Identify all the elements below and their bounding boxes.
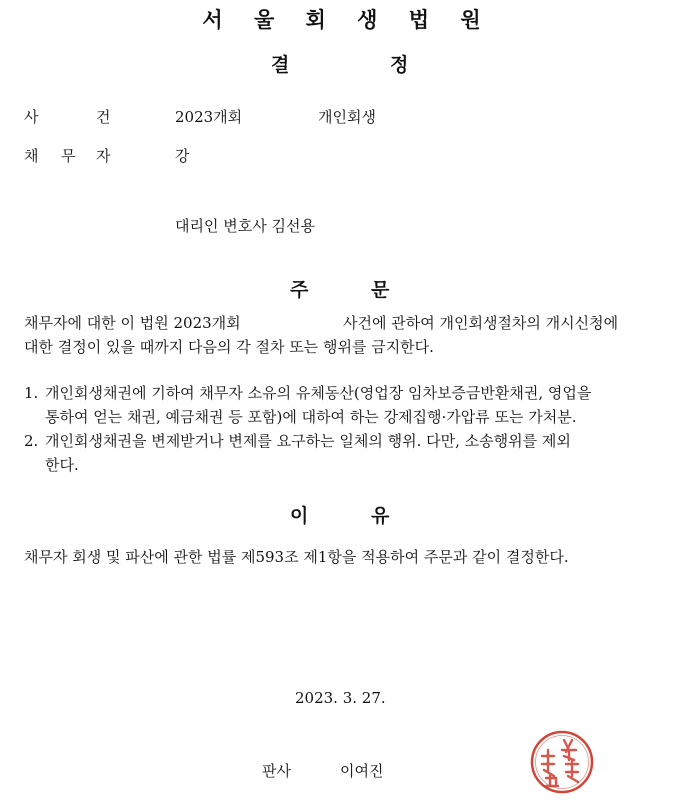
order-item-2-num: 2. — [24, 432, 39, 450]
order-item-1-num: 1. — [24, 384, 39, 402]
order-item-2-line1: 개인회생채권을 변제받거나 변제를 요구하는 일체의 행위. 다만, 소송행위를 제외 — [45, 432, 571, 450]
case-label-2: 건 — [96, 108, 111, 126]
debtor-label-3: 자 — [96, 147, 111, 165]
decision-date: 2023. 3. 27. — [295, 689, 386, 707]
order-intro-line2: 대한 결정이 있을 때까지 다음의 각 절차 또는 행위를 금지한다. — [24, 338, 434, 356]
order-heading-left: 주 — [290, 279, 309, 301]
reason-heading-left: 이 — [290, 505, 309, 527]
order-intro-line1a: 채무자에 대한 이 법원 2023개회 — [24, 314, 241, 332]
order-intro-line1b: 사건에 관하여 개인회생절차의 개시신청에 — [343, 314, 619, 332]
debtor-label-1: 채 — [24, 147, 39, 165]
judge-seal-icon — [528, 728, 596, 796]
debtor-agent: 대리인 변호사 김선용 — [175, 217, 315, 235]
judge-title: 판사 — [262, 762, 291, 780]
order-item-1-line2: 통하여 얻는 채권, 예금채권 등 포함)에 대하여 하는 강제집행·가압류 또는 가처분. — [45, 408, 577, 426]
case-label-1: 사 — [24, 108, 39, 126]
court-name: 서 울 회 생 법 원 — [202, 8, 493, 32]
judge-name: 이여진 — [340, 762, 384, 780]
doc-title-right: 정 — [390, 54, 409, 76]
case-number: 2023개회 — [175, 108, 243, 126]
order-heading-right: 문 — [371, 279, 390, 301]
debtor-label-2: 무 — [61, 147, 76, 165]
order-item-2-line2: 한다. — [45, 456, 79, 474]
case-name: 개인회생 — [318, 108, 376, 126]
order-item-1-line1: 개인회생채권에 기하여 채무자 소유의 유체동산(영업장 임차보증금반환채권, 영업을 — [45, 384, 592, 402]
doc-title-left: 결 — [271, 54, 290, 76]
reason-text: 채무자 회생 및 파산에 관한 법률 제593조 제1항을 적용하여 주문과 같이 결정한다. — [24, 548, 569, 566]
debtor-name: 강 — [175, 147, 190, 165]
reason-heading-right: 유 — [371, 505, 390, 527]
